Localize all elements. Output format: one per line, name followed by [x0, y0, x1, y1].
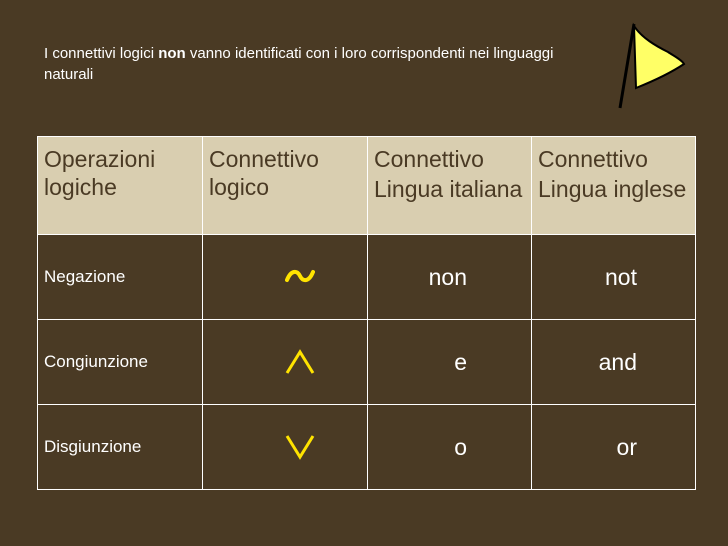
- table-row: [38, 320, 696, 405]
- english-cell: and: [532, 320, 696, 405]
- flag-icon: [612, 18, 686, 112]
- header-logical-connective: Connettivo logico: [203, 137, 368, 235]
- italian-cell: o: [368, 405, 532, 490]
- header-english: Connettivo Lingua inglese: [532, 137, 696, 235]
- english-cell: or: [532, 405, 696, 490]
- table-row: [38, 235, 696, 320]
- intro-part2: vanno identificati con i loro corrispondenti nei linguaggi naturali: [44, 45, 554, 83]
- italian-cell: e: [368, 320, 532, 405]
- table-row: [38, 405, 696, 490]
- operation-cell: Disgiunzione: [38, 405, 203, 490]
- operation-cell: Congiunzione: [38, 320, 203, 405]
- intro-text: [44, 43, 564, 85]
- wedge-icon: [285, 349, 315, 375]
- vee-icon: [285, 434, 315, 460]
- symbol-cell: [203, 405, 368, 490]
- connectives-table: [37, 136, 696, 490]
- symbol-cell: [203, 320, 368, 405]
- italian-cell: non: [368, 235, 532, 320]
- symbol-cell: [203, 235, 368, 320]
- header-operations: Operazioni logiche: [38, 137, 203, 235]
- table-header-row: [38, 137, 696, 235]
- intro-bold-word: non: [158, 45, 186, 62]
- header-italian: Connettivo Lingua italiana: [368, 137, 532, 235]
- english-cell: not: [532, 235, 696, 320]
- operation-cell: Negazione: [38, 235, 203, 320]
- intro-part1: I connettivi logici: [44, 45, 159, 62]
- tilde-icon: [285, 266, 315, 288]
